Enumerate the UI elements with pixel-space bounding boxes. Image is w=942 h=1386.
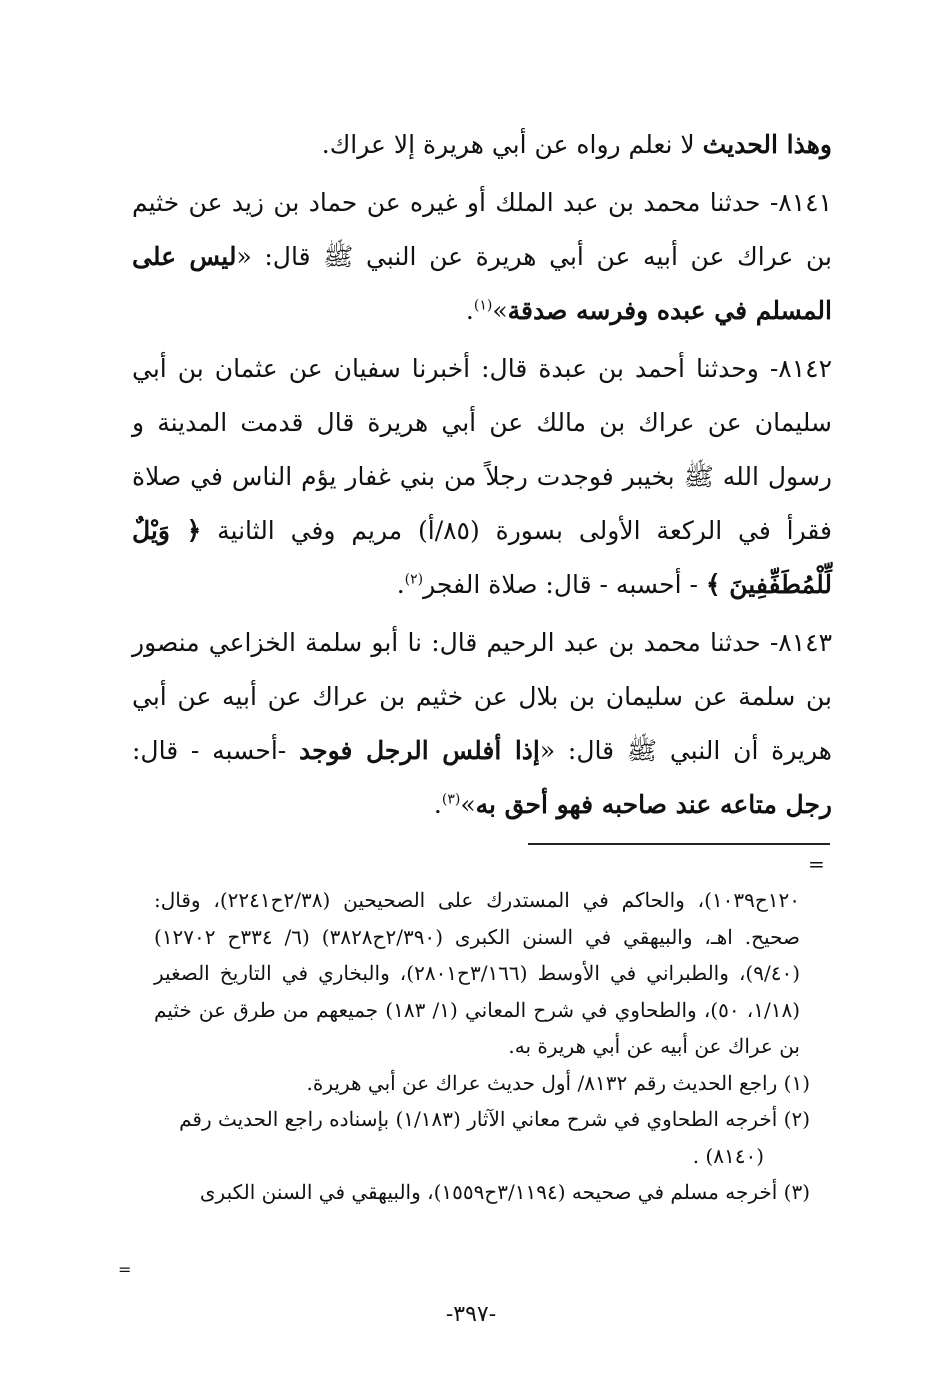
period: . bbox=[465, 296, 474, 325]
footnote-ref-3: (٣) bbox=[441, 791, 461, 808]
hadith-text-cont: - أحسبه - قال: صلاة الفجر bbox=[423, 570, 698, 599]
hadith-8141 bbox=[132, 176, 832, 338]
footnote-separator bbox=[528, 843, 830, 845]
hadith-text: ٨١٤٣- حدثنا محمد بن عبد الرحيم قال: نا أبو سلمة الخزاعي منصور بن سلمة عن سليمان بن بلال عن خثيم بن عراك عن أبيه عن أبي هريرة أن النبي ﷺ قال: « bbox=[132, 628, 832, 765]
continuation-mark: = bbox=[808, 852, 825, 876]
footnote-ref-2: (٢) bbox=[404, 571, 424, 588]
hadith-matn: ليس على المسلم في عبده وفرسه صدقة bbox=[132, 242, 832, 325]
footnote-ref-1: (١) bbox=[473, 297, 493, 314]
hadith-text: ٨١٤٢- وحدثنا أحمد بن عبدة قال: أخبرنا سفيان عن عثمان بن أبي سليمان عن عراك بن مالك عن أبي هريرة قال قدمت المدينة و رسول الله ﷺ بخيبر فوجدت رجلاً من بني غفار يؤم الناس في صلاة فقرأ في الركعة الأولى بسورة (٨٥/أ) مريم وفي الثانية bbox=[132, 354, 832, 545]
footnote-3: (٣) أخرجه مسلم في صحيحه (٣/١١٩٤ح١٥٥٩)، والبيهقي في السنن الكبرى bbox=[199, 1180, 810, 1204]
hadith-8143 bbox=[132, 616, 832, 832]
bold-phrase: وهذا الحديث bbox=[702, 130, 832, 159]
hadith-aside: -أحسبه - قال: bbox=[132, 736, 300, 765]
end-continuation-mark: = bbox=[118, 1260, 132, 1279]
footnote-2: (٢) أخرجه الطحاوي في شرح معاني الآثار (١/١٨٣) بإسناده راجع الحديث رقم bbox=[179, 1107, 810, 1131]
footnote-1: (١) راجع الحديث رقم ٨١٣٢/ أول حديث عراك عن أبي هريرة. bbox=[306, 1070, 810, 1095]
quote-close: » bbox=[492, 296, 508, 325]
quote-close: » bbox=[460, 790, 476, 819]
main-text bbox=[132, 118, 832, 832]
period: . bbox=[396, 570, 405, 599]
quran-verse: ﴿ وَيْلٌ لِّلْمُطَفِّفِينَ ﴾ bbox=[132, 516, 832, 599]
hadith-8142 bbox=[132, 342, 832, 612]
footnote-2-cont: (٨١٤٠) . bbox=[692, 1143, 764, 1168]
footnotes bbox=[132, 882, 810, 1211]
hadith-matn-1: إذا أفلس الرجل فوجد bbox=[299, 736, 540, 765]
page-number: -٣٩٧- bbox=[445, 1302, 497, 1327]
hadith-matn-2: رجل متاعه عند صاحبه فهو أحق به bbox=[475, 790, 832, 819]
paragraph-text: لا نعلم رواه عن أبي هريرة إلا عراك. bbox=[321, 130, 695, 159]
hadith-text: ٨١٤١- حدثنا محمد بن عبد الملك أو غيره عن حماد بن زيد عن خثيم بن عراك عن أبيه عن أبي هريرة عن النبي ﷺ قال: « bbox=[132, 188, 832, 271]
paragraph-1 bbox=[132, 118, 832, 172]
footnote-continuation: ١٢٠ح١٠٣٩)، والحاكم في المستدرك على الصحيحين (٢/٣٨ح٢٢٤١)، وقال: صحيح. اهـ، والبيهقي في السنن الكبرى (٢/٣٩٠ح٣٨٢٨) (٦/ ٣٣٤ح ١٢٧٠٢) (٩/٤٠)، والطبراني في الأوسط (٣/١٦٦ح٢٨٠١)، والبخاري في التاريخ الصغير (١/١٨، ٥٠)، والطحاوي في شرح المعاني (١/ ١٨٣) جميعهم من طرق عن خثيم بن عراك عن أبيه عن أبي هريرة به. bbox=[154, 888, 800, 1058]
period: . bbox=[433, 790, 442, 819]
